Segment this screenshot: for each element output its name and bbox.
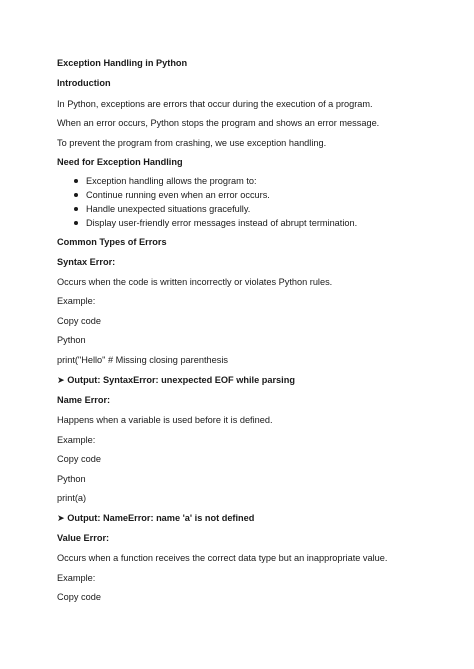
value-example-label: Example: xyxy=(57,573,96,583)
syntax-output-line: ➤ Output: SyntaxError: unexpected EOF while parsing xyxy=(57,375,295,385)
value-error-heading: Value Error: xyxy=(57,533,110,543)
value-copy-code-label: Copy code xyxy=(57,592,101,602)
intro-paragraph-2: When an error occurs, Python stops the program and shows an error message. xyxy=(57,118,380,128)
bullet-icon xyxy=(74,207,78,211)
name-example-label: Example: xyxy=(57,435,96,445)
name-error-heading: Name Error: xyxy=(57,395,111,405)
section-heading-types: Common Types of Errors xyxy=(57,237,167,247)
section-heading-introduction: Introduction xyxy=(57,78,111,88)
need-bullet-list xyxy=(57,174,357,230)
intro-paragraph-3: To prevent the program from crashing, we use exception handling. xyxy=(57,138,327,148)
list-item: Continue running even when an error occurs. xyxy=(57,188,357,202)
name-copy-code-label: Copy code xyxy=(57,454,101,464)
syntax-error-description: Occurs when the code is written incorrectly or violates Python rules. xyxy=(57,277,333,287)
value-error-description: Occurs when a function receives the correct data type but an inappropriate value. xyxy=(57,553,388,563)
list-item: Handle unexpected situations gracefully. xyxy=(57,202,357,216)
name-language-label: Python xyxy=(57,474,86,484)
syntax-example-label: Example: xyxy=(57,296,96,306)
name-output-line: ➤ Output: NameError: name 'a' is not defined xyxy=(57,513,255,523)
bullet-icon xyxy=(74,193,78,197)
list-item: Display user-friendly error messages instead of abrupt termination. xyxy=(57,216,357,230)
bullet-icon xyxy=(74,179,78,183)
document-title: Exception Handling in Python xyxy=(57,58,188,68)
section-heading-need: Need for Exception Handling xyxy=(57,157,183,167)
syntax-code-line: print("Hello" # Missing closing parenthesis xyxy=(57,355,228,365)
list-item: Exception handling allows the program to: xyxy=(57,174,357,188)
syntax-language-label: Python xyxy=(57,335,86,345)
syntax-copy-code-label: Copy code xyxy=(57,316,101,326)
syntax-error-heading: Syntax Error: xyxy=(57,257,116,267)
bullet-icon xyxy=(74,221,78,225)
name-code-line: print(a) xyxy=(57,493,87,503)
name-error-description: Happens when a variable is used before it is defined. xyxy=(57,415,273,425)
intro-paragraph-1: In Python, exceptions are errors that occur during the execution of a program. xyxy=(57,99,373,109)
